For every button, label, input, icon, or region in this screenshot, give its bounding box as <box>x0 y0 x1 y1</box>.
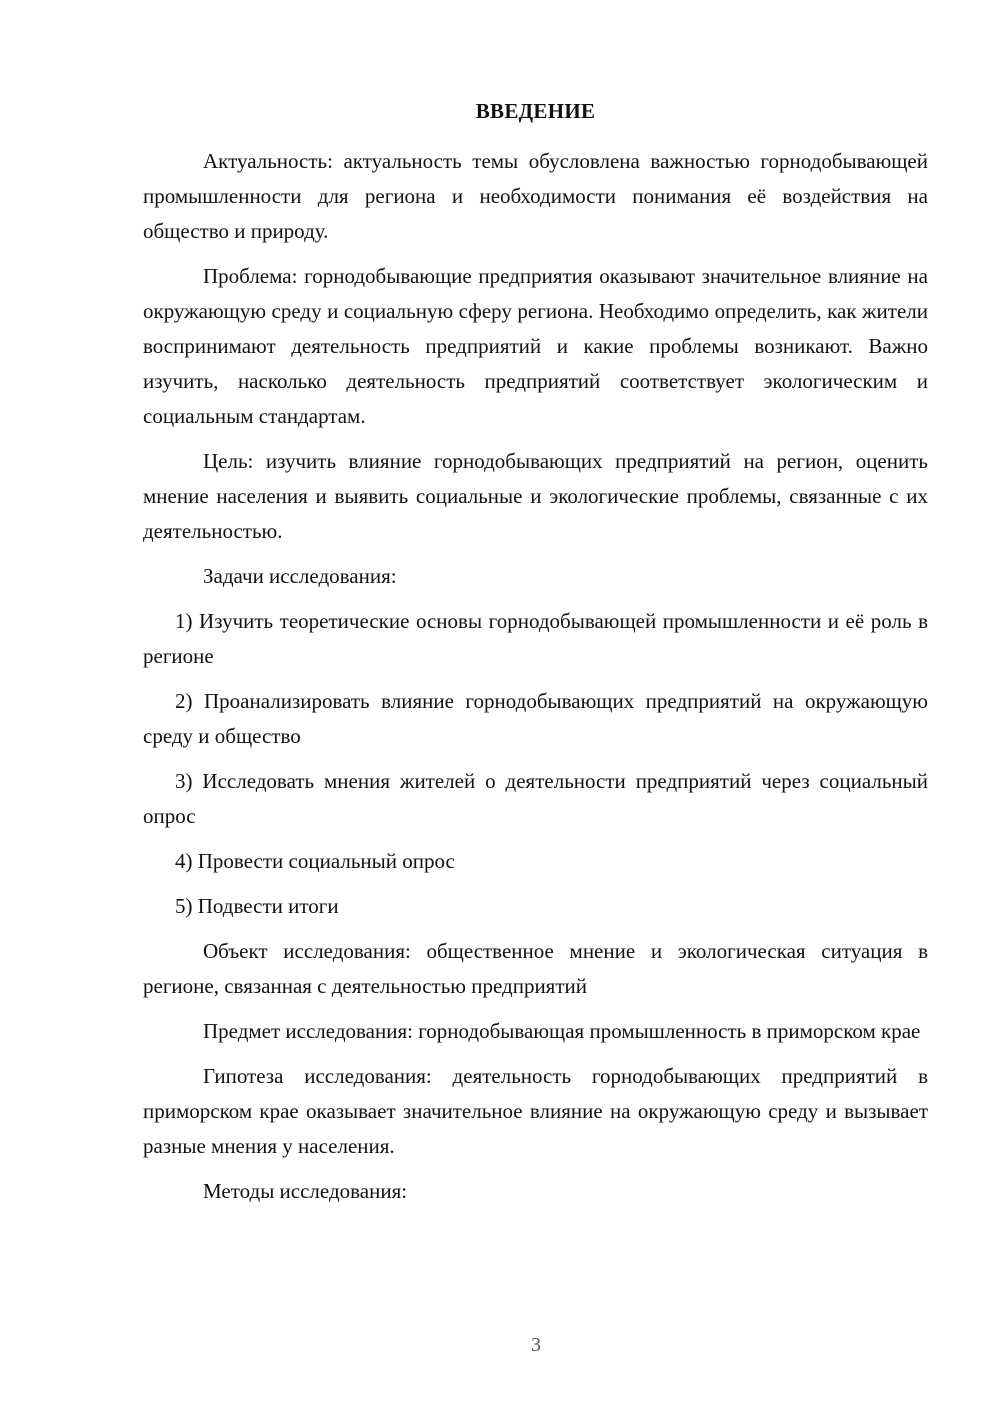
task-item-5: 5) Подвести итоги <box>175 894 339 918</box>
document-body <box>143 144 928 1209</box>
paragraph-relevance: Актуальность: актуальность темы обусловлена важностью горнодобывающей промышленности для региона и необходимости понимания её воздействия на общество и природу. <box>143 149 928 243</box>
paragraph-goal: Цель: изучить влияние горнодобывающих предприятий на регион, оценить мнение населения и выявить социальные и экологические проблемы, связанные с их деятельностью. <box>143 449 928 543</box>
paragraph-methods: Методы исследования: <box>203 1179 408 1203</box>
paragraph-object: Объект исследования: общественное мнение и экологическая ситуация в регионе, связанная с деятельностью предприятий <box>143 939 928 998</box>
paragraph-subject: Предмет исследования: горнодобывающая промышленность в приморском крае <box>203 1019 921 1043</box>
paragraph-problem: Проблема: горнодобывающие предприятия оказывают значительное влияние на окружающую среду и социальную сферу региона. Необходимо определить, как жители воспринимают деятельность предприятий и какие проблемы возникают. Важно изучить, насколько деятельность предприятий соответствует экологическим и социальным стандартам. <box>143 264 928 428</box>
task-item-4: 4) Провести социальный опрос <box>175 849 455 873</box>
paragraph-tasks-heading: Задачи исследования: <box>203 564 397 588</box>
task-item-3: 3) Исследовать мнения жителей о деятельности предприятий через социальный опрос <box>143 769 928 828</box>
paragraph-hypothesis: Гипотеза исследования: деятельность горнодобывающих предприятий в приморском крае оказывает значительное влияние на окружающую среду и вызывает разные мнения у населения. <box>143 1064 928 1158</box>
task-item-2: 2) Проанализировать влияние горнодобывающих предприятий на окружающую среду и общество <box>143 689 928 748</box>
page-number: 3 <box>531 1334 541 1356</box>
task-item-1: 1) Изучить теоретические основы горнодобывающей промышленности и её роль в регионе <box>143 609 928 668</box>
section-title: ВВЕДЕНИЕ <box>475 99 596 123</box>
